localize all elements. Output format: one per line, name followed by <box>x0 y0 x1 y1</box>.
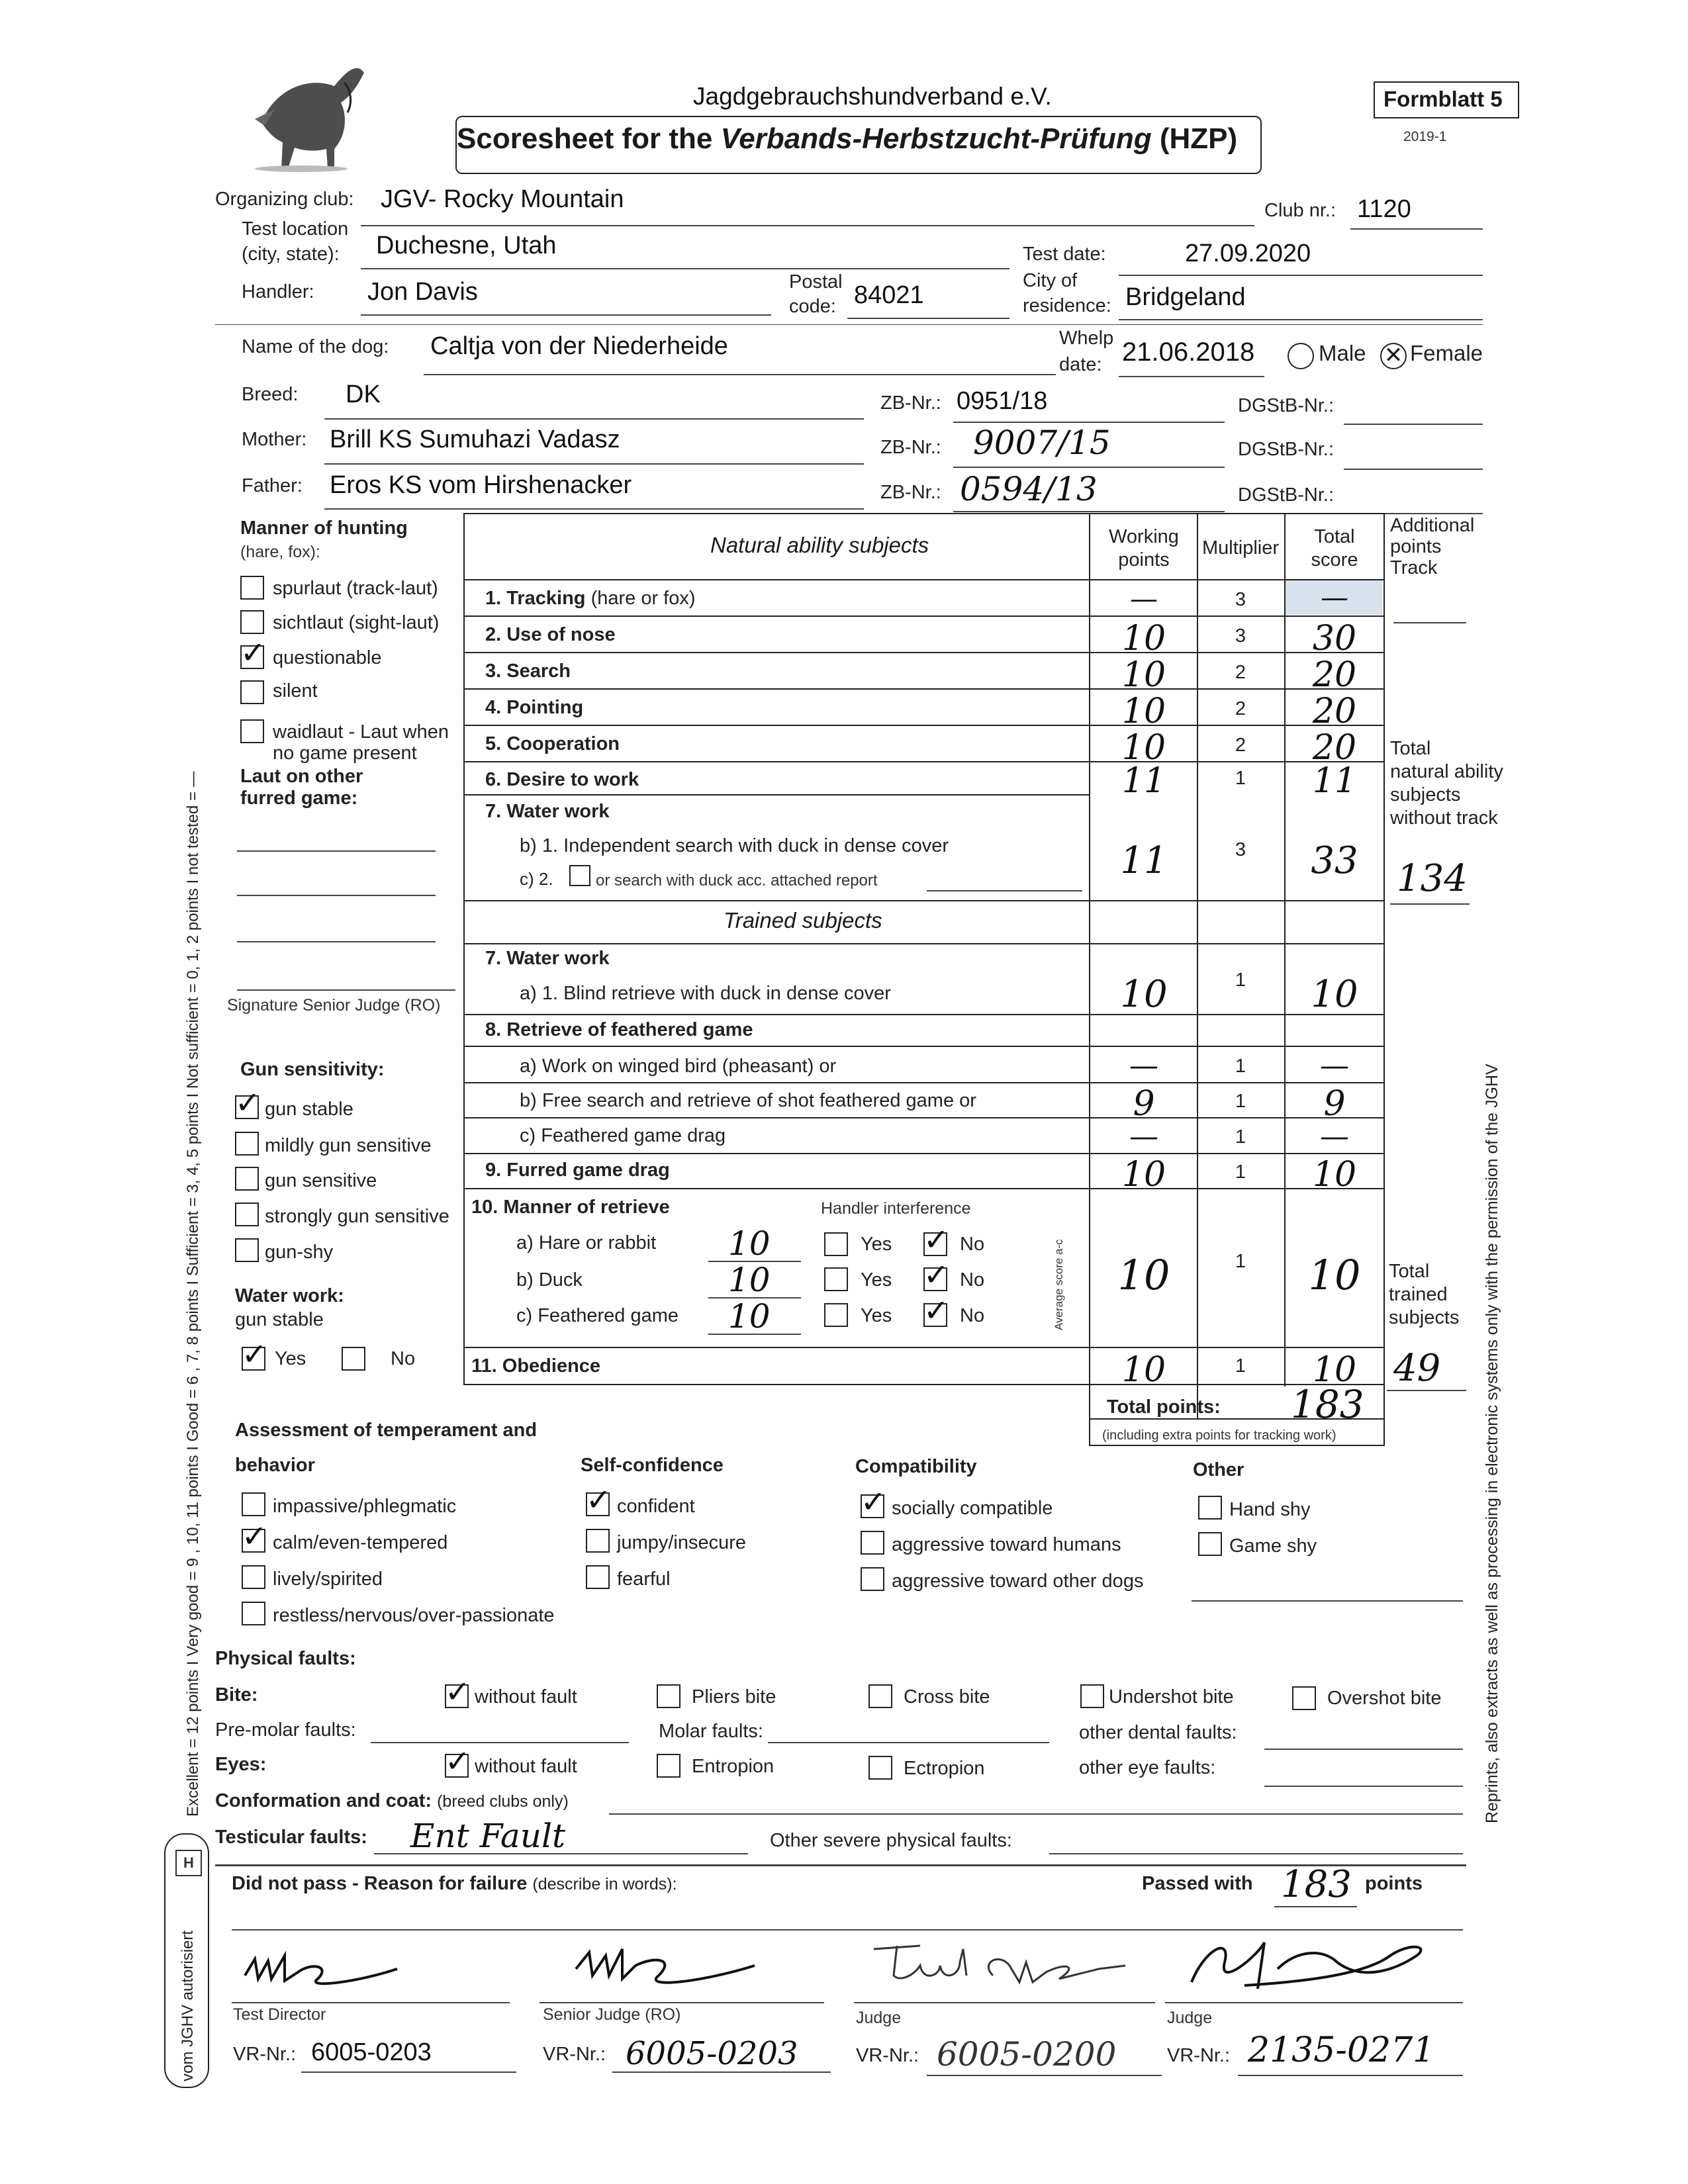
compat-checkbox-0[interactable] <box>861 1484 886 1520</box>
temperament-option-3: restless/nervous/over-passionate <box>273 1605 555 1626</box>
vr-label-4: VR-Nr.: <box>1167 2045 1231 2066</box>
compat-option-1: aggressive toward humans <box>892 1534 1121 1555</box>
vr-label-2: VR-Nr.: <box>543 2044 606 2065</box>
retrieve-b-working-points[interactable]: 9 <box>1133 1084 1155 1124</box>
temperament-title-2: behavior <box>235 1455 315 1476</box>
hunting-checkbox-0[interactable] <box>240 576 264 600</box>
self-checkbox-2[interactable] <box>586 1565 610 1589</box>
trained-water-multiplier: 1 <box>1235 970 1246 991</box>
retrieve-a-multiplier: 1 <box>1235 1056 1246 1077</box>
manner-a-score[interactable]: 10 <box>728 1224 771 1263</box>
dgstb-mother-label: DGStB-Nr.: <box>1238 439 1335 460</box>
eye-option-1: Entropion <box>692 1756 774 1777</box>
temperament-title-1: Assessment of temperament and <box>235 1420 538 1441</box>
total-natural-label-4: without track <box>1390 807 1498 829</box>
bite-option-0: without fault <box>475 1686 577 1707</box>
zb-dog-value[interactable]: 0951/18 <box>957 387 1048 415</box>
jghv-logo <box>235 50 367 172</box>
temperament-checkbox-1[interactable] <box>242 1518 267 1554</box>
bite-checkbox-4[interactable] <box>1292 1686 1316 1710</box>
female-label: Female <box>1410 341 1483 365</box>
desire-multiplier: 1 <box>1235 768 1246 789</box>
additional-header-3: Track <box>1390 557 1438 578</box>
total-score-header-1: Total <box>1314 526 1355 547</box>
zb-dog-label: ZB-Nr.: <box>880 392 941 414</box>
compat-checkbox-2[interactable] <box>861 1567 884 1591</box>
manner-a-no-label: No <box>960 1234 985 1255</box>
did-not-pass-label <box>232 1873 677 1895</box>
handler-interference-label: Handler interference <box>821 1199 971 1218</box>
checkmark-icon: ✓ <box>445 1674 471 1709</box>
manner-b-yes-label: Yes <box>861 1269 892 1291</box>
hunting-checkbox-2[interactable] <box>240 635 266 670</box>
title-suffix: (HZP) <box>1151 122 1238 155</box>
temperament-option-2: lively/spirited <box>273 1569 383 1590</box>
additional-header-1: Additional <box>1390 515 1475 536</box>
self-option-0: confident <box>617 1496 695 1517</box>
water7-working-points[interactable]: 11 <box>1120 839 1168 882</box>
water-gun-no-checkbox[interactable] <box>342 1347 365 1371</box>
retrieve-a-total[interactable]: — <box>1320 1049 1349 1083</box>
retrieve-c-label: c) Feathered game drag <box>520 1125 726 1146</box>
total-natural-label-1: Total <box>1390 738 1431 759</box>
title-italic: Verbands-Herbstzucht-Prüfung <box>720 122 1152 155</box>
manner-b-yes-checkbox[interactable] <box>824 1267 848 1291</box>
organizing-club-label: Organizing club: <box>215 189 354 210</box>
organizing-club-value[interactable]: JGV- Rocky Mountain <box>381 185 624 213</box>
hunting-checkbox-1[interactable] <box>240 610 264 634</box>
dgstb-dog-label: DGStB-Nr.: <box>1238 395 1335 416</box>
molar-label: Molar faults: <box>659 1721 763 1742</box>
furred-multiplier: 1 <box>1235 1161 1246 1183</box>
row-sublabel: (hare or fox) <box>585 588 696 609</box>
checkmark-icon: ✓ <box>445 1743 471 1779</box>
temperament-checkbox-3[interactable] <box>242 1602 265 1625</box>
stamp-text: vom JGHV autorisiert <box>179 1930 197 2081</box>
bite-option-4: Overshot bite <box>1327 1688 1442 1709</box>
average-score-label: Average score a-c <box>1053 1239 1065 1330</box>
compat-checkbox-1[interactable] <box>861 1531 884 1555</box>
eye-checkbox-2[interactable] <box>868 1756 892 1780</box>
eye-option-2: Ectropion <box>904 1758 985 1779</box>
manner-c-label: c) Feathered game <box>516 1305 679 1326</box>
water-gun-no-label: No <box>391 1348 416 1369</box>
checkmark-icon: ✓ <box>861 1484 886 1520</box>
manner-a-label: a) Hare or rabbit <box>516 1232 657 1253</box>
furred-working-points[interactable]: 10 <box>1121 1155 1166 1195</box>
retrieve-label: 8. Retrieve of feathered game <box>485 1019 753 1040</box>
vr-label-3: VR-Nr.: <box>856 2045 919 2066</box>
city-label-1: City of <box>1023 270 1078 291</box>
bite-checkbox-0[interactable] <box>445 1674 471 1709</box>
vr-value-2[interactable]: 6005-0203 <box>626 2035 798 2072</box>
other-severe-label: Other severe physical faults: <box>770 1830 1012 1851</box>
self-option-1: jumpy/insecure <box>617 1532 747 1553</box>
manner-a-yes-checkbox[interactable] <box>824 1232 848 1256</box>
test-location-label-1: Test location <box>242 218 349 240</box>
manner-working-points[interactable]: 10 <box>1117 1251 1170 1299</box>
vr-value-1[interactable]: 6005-0203 <box>311 2038 432 2066</box>
temperament-checkbox-2[interactable] <box>242 1565 265 1589</box>
zb-father-label: ZB-Nr.: <box>880 482 941 503</box>
conformation-text: Conformation and coat: <box>215 1790 432 1811</box>
breed-value[interactable]: DK <box>346 381 381 408</box>
total-points-note: (including extra points for tracking work) <box>1102 1428 1336 1443</box>
zb-father-value[interactable]: 0594/13 <box>960 470 1098 508</box>
retrieve-b-label: b) Free search and retrieve of shot feathered game or <box>520 1090 976 1111</box>
dgstb-father-label: DGStB-Nr.: <box>1238 484 1335 506</box>
gun-option-4: gun-shy <box>265 1242 334 1263</box>
eye-checkbox-1[interactable] <box>657 1754 680 1778</box>
obedience-multiplier: 1 <box>1235 1355 1246 1377</box>
conformation-note: (breed clubs only) <box>437 1792 569 1811</box>
search-multiplier: 2 <box>1235 662 1246 683</box>
manner-c-yes-label: Yes <box>861 1305 892 1326</box>
water-gun-title: Water work: <box>235 1285 344 1306</box>
total-score-header-2: score <box>1311 549 1358 570</box>
total-trained-label-3: subjects <box>1389 1307 1460 1328</box>
dog-name-value[interactable]: Caltja von der Niederheide <box>430 332 728 360</box>
jghv-stamp-logo: H <box>175 1850 202 1876</box>
club-nr-label: Club nr.: <box>1264 200 1336 221</box>
points-label: points <box>1365 1873 1423 1894</box>
mother-label: Mother: <box>242 429 307 450</box>
passed-with-value[interactable]: 183 <box>1281 1863 1352 1906</box>
search-label: 3. Search <box>485 660 571 682</box>
hunting-option-4: waidlaut - Laut when <box>273 721 449 743</box>
gun-option-1: mildly gun sensitive <box>265 1135 432 1156</box>
checkmark-icon: ✓ <box>242 1336 267 1372</box>
use-of-nose-label: 2. Use of nose <box>485 624 616 645</box>
water-gun-yes-label: Yes <box>275 1348 306 1369</box>
use-of-nose-multiplier: 3 <box>1235 625 1246 647</box>
checkmark-icon: ✓ <box>235 1085 261 1120</box>
passed-with-label: Passed with <box>1142 1873 1253 1894</box>
signature-judge-2 <box>1165 1929 1443 2002</box>
reprint-note-vertical: Reprints, also extracts as well as processing in electronic systems only with the permission of the JGHV <box>1483 1064 1501 1823</box>
hunting-option-3: silent <box>273 680 318 702</box>
hunting-subtitle: (hare, fox): <box>240 543 320 561</box>
zb-mother-value[interactable]: 9007/15 <box>973 424 1111 462</box>
hunting-title: Manner of hunting <box>240 518 408 539</box>
furred-label: 9. Furred game drag <box>485 1160 670 1181</box>
scoring-key-vertical: Excellent = 12 points I Very good = 9 , 10, 11 points I Good = 6 , 7, 8 points I Sufficient = 3, 4, 5 points I Not sufficient = 0, 1, 2 points I not tested = — <box>184 771 202 1817</box>
gun-checkbox-0[interactable] <box>235 1085 261 1120</box>
male-radio[interactable] <box>1288 343 1314 369</box>
hunting-option-0: spurlaut (track-laut) <box>273 578 438 599</box>
other-title: Other <box>1193 1459 1244 1480</box>
did-not-pass-text: Did not pass - Reason for failure <box>232 1873 528 1894</box>
zb-mother-label: ZB-Nr.: <box>880 437 941 458</box>
cooperation-working-points[interactable]: 10 <box>1121 728 1166 768</box>
hunting-checkbox-4[interactable] <box>240 719 264 743</box>
water7-c-label-1: c) 2. <box>520 869 553 889</box>
row-label: 1. Tracking <box>485 588 586 609</box>
father-label: Father: <box>242 475 303 496</box>
checkmark-icon: ✓ <box>923 1222 949 1257</box>
retrieve-b-multiplier: 1 <box>1235 1091 1246 1112</box>
obedience-working-points[interactable]: 10 <box>1121 1350 1166 1390</box>
eye-option-0: without fault <box>475 1756 577 1777</box>
manner-a-no-checkbox[interactable] <box>923 1222 949 1257</box>
retrieve-a-label: a) Work on winged bird (pheasant) or <box>520 1056 837 1077</box>
form-version: 2019-1 <box>1403 129 1447 144</box>
gun-title: Gun sensitivity: <box>240 1059 385 1080</box>
natural-header: Natural ability subjects <box>710 533 929 557</box>
postal-label-2: code: <box>789 296 836 317</box>
search-total[interactable]: 20 <box>1312 655 1357 695</box>
form-label: Formblatt 5 <box>1383 87 1503 111</box>
gun-option-2: gun sensitive <box>265 1170 377 1191</box>
handler-value[interactable]: Jon Davis <box>367 278 478 306</box>
multiplier-header: Multiplier <box>1201 537 1280 559</box>
temperament-option-0: impassive/phlegmatic <box>273 1496 457 1517</box>
total-points-label: Total points: <box>1107 1396 1221 1418</box>
trained-water-a-label: a) 1. Blind retrieve with duck in dense cover <box>520 983 891 1004</box>
page-title <box>457 122 1237 156</box>
pointing-working-points[interactable]: 10 <box>1121 692 1166 731</box>
trained-water-label: 7. Water work <box>485 948 610 969</box>
row-tracking-label <box>485 588 696 610</box>
trained-water-total[interactable]: 10 <box>1311 973 1358 1016</box>
father-value[interactable]: Eros KS vom Hirshenacker <box>330 471 632 499</box>
test-date-label: Test date: <box>1023 244 1106 265</box>
tracking-total[interactable]: — <box>1321 581 1348 614</box>
cooperation-label: 5. Cooperation <box>485 733 620 754</box>
eyes-label: Eyes: <box>215 1754 267 1775</box>
working-points-header-1: Working <box>1109 526 1179 547</box>
title-prefix: Scoresheet for the <box>457 122 721 155</box>
manner-b-score[interactable]: 10 <box>728 1261 771 1299</box>
water7-c-checkbox[interactable] <box>569 865 590 886</box>
vr-label-1: VR-Nr.: <box>233 2044 297 2065</box>
role-test-director: Test Director <box>233 2005 326 2024</box>
whelp-label-2: date: <box>1059 354 1102 375</box>
hunting-option-2: questionable <box>273 647 382 668</box>
hunting-option-5: no game present <box>273 743 417 764</box>
gun-checkbox-3[interactable] <box>235 1203 259 1226</box>
compat-option-0: socially compatible <box>892 1498 1053 1519</box>
whelp-label-1: Whelp <box>1059 328 1114 349</box>
compat-option-2: aggressive toward other dogs <box>892 1570 1144 1592</box>
signature-test-director <box>238 1942 437 1999</box>
manner-label: 10. Manner of retrieve <box>471 1197 670 1218</box>
test-location-value[interactable]: Duchesne, Utah <box>376 232 557 259</box>
water7-c-label-2: or search with duck acc. attached report <box>596 872 878 889</box>
furred-total[interactable]: 10 <box>1312 1155 1357 1195</box>
gun-option-0: gun stable <box>265 1099 353 1120</box>
handler-label: Handler: <box>242 281 314 302</box>
manner-multiplier: 1 <box>1235 1251 1246 1272</box>
retrieve-c-multiplier: 1 <box>1235 1126 1246 1148</box>
other-game-label-1: Laut on other <box>240 766 363 787</box>
female-radio[interactable]: ✕ <box>1380 343 1407 369</box>
manner-c-no-checkbox[interactable] <box>923 1293 949 1328</box>
role-judge-1: Judge <box>856 2009 902 2027</box>
pointing-label: 4. Pointing <box>485 697 584 718</box>
desire-working-points[interactable]: 11 <box>1121 761 1166 801</box>
other-dental-label: other dental faults: <box>1079 1722 1237 1743</box>
bite-checkbox-1[interactable] <box>657 1684 680 1708</box>
self-option-2: fearful <box>617 1569 671 1590</box>
compatibility-title: Compatibility <box>855 1456 977 1477</box>
gun-checkbox-2[interactable] <box>235 1167 259 1191</box>
temperament-checkbox-0[interactable] <box>242 1492 265 1516</box>
desire-label: 6. Desire to work <box>485 769 639 790</box>
bite-option-1: Pliers bite <box>692 1686 776 1707</box>
club-nr-value[interactable]: 1120 <box>1357 195 1411 223</box>
gun-checkbox-1[interactable] <box>235 1132 259 1156</box>
checkmark-icon: ✓ <box>923 1257 949 1293</box>
other-eye-label: other eye faults: <box>1079 1757 1216 1778</box>
signature-senior-judge-label: Signature Senior Judge (RO) <box>227 996 441 1015</box>
other-checkbox-1[interactable] <box>1198 1532 1222 1556</box>
obedience-total[interactable]: 10 <box>1312 1350 1357 1390</box>
bite-option-2: Cross bite <box>904 1686 990 1707</box>
cooperation-total[interactable]: 20 <box>1312 728 1357 768</box>
additional-header-2: points <box>1390 536 1442 557</box>
postal-label-1: Postal <box>789 271 843 293</box>
vr-value-4[interactable]: 2135-0271 <box>1248 2030 1435 2070</box>
city-value[interactable]: Bridgeland <box>1125 283 1246 311</box>
did-not-pass-note: (describe in words): <box>532 1875 677 1893</box>
bite-label: Bite: <box>215 1684 258 1706</box>
total-points-value[interactable]: 183 <box>1291 1382 1364 1427</box>
checkmark-icon: ✓ <box>586 1482 612 1518</box>
whelp-date-value[interactable]: 21.06.2018 <box>1122 338 1255 367</box>
test-date-value[interactable]: 27.09.2020 <box>1185 240 1311 267</box>
association-name: Jagdgebrauchshundverband e.V. <box>693 83 1052 110</box>
temperament-option-1: calm/even-tempered <box>273 1532 448 1553</box>
test-location-label-2: (city, state): <box>242 244 340 265</box>
manner-b-no-checkbox[interactable] <box>923 1257 949 1293</box>
checkmark-icon: ✓ <box>923 1293 949 1328</box>
pointing-total[interactable]: 20 <box>1312 692 1357 731</box>
retrieve-c-working-points[interactable]: — <box>1129 1120 1158 1154</box>
use-of-nose-total[interactable]: 30 <box>1312 619 1357 659</box>
other-checkbox-0[interactable] <box>1198 1496 1222 1520</box>
other-game-label-2: furred game: <box>240 788 358 809</box>
physical-title: Physical faults: <box>215 1648 356 1669</box>
male-label: Male <box>1319 341 1366 365</box>
retrieve-b-total[interactable]: 9 <box>1323 1084 1346 1124</box>
other-option-0: Hand shy <box>1229 1499 1311 1520</box>
bite-checkbox-3[interactable] <box>1080 1684 1104 1708</box>
trained-water-working-points[interactable]: 10 <box>1120 973 1168 1016</box>
gun-option-3: strongly gun sensitive <box>265 1206 449 1227</box>
self-confidence-title: Self-confidence <box>581 1455 724 1476</box>
manner-a-yes-label: Yes <box>861 1234 892 1255</box>
total-trained-value[interactable]: 49 <box>1393 1347 1441 1390</box>
signature-senior-judge <box>569 1939 781 1999</box>
bite-checkbox-2[interactable] <box>868 1684 892 1708</box>
gun-checkbox-4[interactable] <box>235 1238 259 1262</box>
self-checkbox-0[interactable] <box>586 1482 612 1518</box>
cooperation-multiplier: 2 <box>1235 735 1246 756</box>
dog-name-label: Name of the dog: <box>242 336 389 357</box>
total-natural-label-2: natural ability <box>1390 761 1503 782</box>
signature-judge-1 <box>861 1936 1178 2002</box>
total-natural-value[interactable]: 134 <box>1397 857 1468 900</box>
premolar-label: Pre-molar faults: <box>215 1719 356 1741</box>
total-trained-label-1: Total <box>1389 1261 1430 1282</box>
retrieve-a-working-points[interactable]: — <box>1129 1049 1158 1083</box>
total-trained-label-2: trained <box>1389 1284 1448 1305</box>
role-senior-judge: Senior Judge (RO) <box>543 2005 681 2024</box>
tracking-multiplier: 3 <box>1235 589 1246 610</box>
manner-total[interactable]: 10 <box>1308 1251 1361 1299</box>
search-working-points[interactable]: 10 <box>1121 655 1166 695</box>
water7-b-label: b) 1. Independent search with duck in dense cover <box>520 835 949 856</box>
pointing-multiplier: 2 <box>1235 698 1246 719</box>
total-natural-label-3: subjects <box>1390 784 1461 805</box>
role-judge-2: Judge <box>1167 2009 1213 2027</box>
other-option-1: Game shy <box>1229 1535 1317 1557</box>
checkmark-icon: ✓ <box>240 635 266 670</box>
eye-checkbox-0[interactable] <box>445 1743 471 1779</box>
self-checkbox-1[interactable] <box>586 1529 610 1553</box>
water-gun-yes-checkbox[interactable] <box>242 1336 267 1372</box>
manner-c-yes-checkbox[interactable] <box>824 1303 848 1327</box>
manner-b-label: b) Duck <box>516 1269 583 1291</box>
hunting-checkbox-3[interactable] <box>240 680 264 704</box>
manner-b-no-label: No <box>960 1269 985 1291</box>
postal-value[interactable]: 84021 <box>854 281 924 309</box>
working-points-header-2: points <box>1118 549 1170 570</box>
testicular-label: Testicular faults: <box>215 1827 367 1848</box>
manner-c-score[interactable]: 10 <box>728 1297 771 1336</box>
retrieve-c-total[interactable]: — <box>1320 1120 1349 1154</box>
obedience-label: 11. Obedience <box>471 1355 601 1377</box>
checkmark-icon: ✓ <box>242 1518 267 1554</box>
conformation-label <box>215 1790 569 1812</box>
testicular-value[interactable]: Ent Fault <box>410 1817 566 1855</box>
tracking-working-points[interactable]: — <box>1130 582 1158 615</box>
bite-option-3: Undershot bite <box>1109 1686 1234 1707</box>
desire-total[interactable]: 11 <box>1312 761 1357 801</box>
water7-label: 7. Water work <box>485 801 610 822</box>
manner-c-no-label: No <box>960 1305 985 1326</box>
hunting-option-1: sichtlaut (sight-laut) <box>273 612 440 633</box>
water-gun-subtitle: gun stable <box>235 1309 324 1330</box>
use-of-nose-working-points[interactable]: 10 <box>1121 619 1166 659</box>
trained-header: Trained subjects <box>724 908 882 933</box>
mother-value[interactable]: Brill KS Sumuhazi Vadasz <box>330 426 620 453</box>
water7-total[interactable]: 33 <box>1311 839 1358 882</box>
water7-multiplier: 3 <box>1235 839 1246 860</box>
breed-label: Breed: <box>242 384 299 405</box>
vr-value-3[interactable]: 6005-0200 <box>937 2035 1117 2073</box>
city-label-2: residence: <box>1023 295 1111 316</box>
